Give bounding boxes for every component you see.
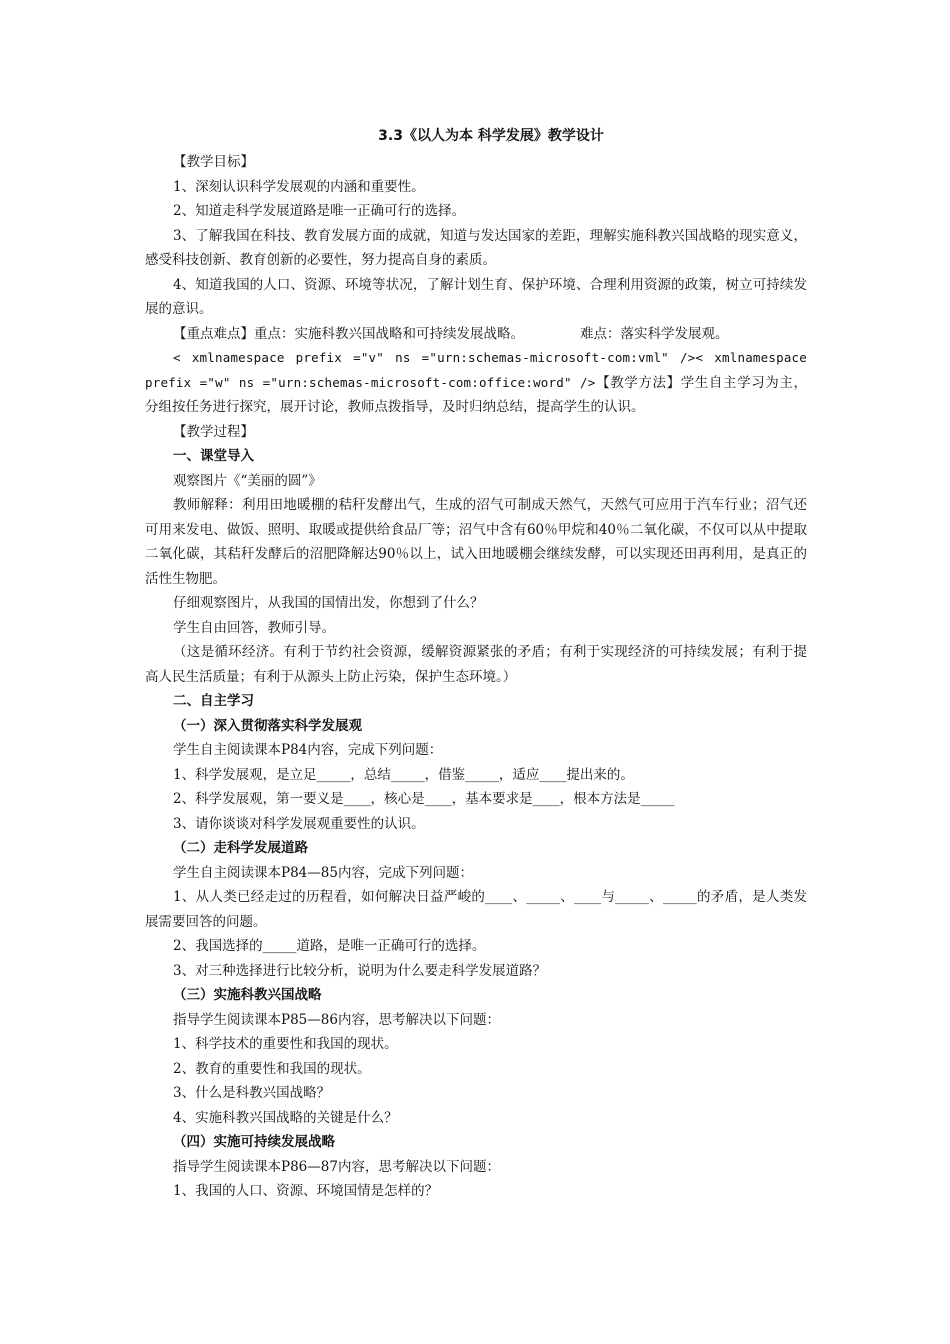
subsection-heading: （三）实施科教兴国战略	[173, 987, 322, 1003]
question-line: 2、教育的重要性和我国的现状。	[173, 1060, 371, 1077]
paragraph: 观察图片《“美丽的圆”》	[173, 472, 322, 489]
question-line: 2、我国选择的_____道路，是唯一正确可行的选择。	[173, 938, 486, 954]
paragraph: （这是循环经济。有利于节约社会资源，缓解资源紧张的矛盾；有利于实现经济的可持续发展；有利于提高人民生活质量；有利于从源头上防止污染，保护生态环境。）	[145, 644, 807, 685]
question-line: 1、科学发展观，是立足_____，总结_____，借鉴_____，适应____提出来的。	[173, 766, 634, 783]
process-heading: 【教学过程】	[173, 423, 254, 440]
question-line: 3、什么是科教兴国战略？	[173, 1085, 331, 1101]
question-line: 4、实施科教兴国战略的关键是什么？	[173, 1109, 398, 1126]
method-text: 【教学方法】学生自主学习为主，分组按任务进行探究，展开讨论，教师点拨指导，及时归纳总结，提高学生的认识。	[145, 374, 808, 415]
objectives-heading: 【教学目标】	[173, 154, 254, 170]
paragraph: 指导学生阅读课本P85—86内容，思考解决以下问题：	[173, 1011, 500, 1028]
objective-item: 1、深刻认识科学发展观的内涵和重要性。	[173, 178, 425, 195]
section-heading: 一、课堂导入	[173, 448, 254, 464]
question-line: 3、对三种选择进行比较分析，说明为什么要走科学发展道路？	[173, 962, 547, 979]
subsection-heading: （四）实施可持续发展战略	[173, 1134, 335, 1150]
objective-item: 3、了解我国在科技、教育发展方面的成就，知道与发达国家的差距，理解实施科教兴国战略的现实意义，感受科技创新、教育创新的必要性，努力提高自身的素质。	[145, 227, 807, 268]
document-body	[145, 122, 807, 1204]
document-title: 3.3《以人为本 科学发展》教学设计	[378, 128, 604, 144]
question-line: 1、我国的人口、资源、环境国情是怎样的？	[173, 1183, 439, 1199]
question-line: 2、科学发展观，第一要义是____，核心是____，基本要求是____，根本方法是_____	[173, 791, 675, 807]
paragraph: 仔细观察图片，从我国的国情出发，你想到了什么？	[173, 595, 484, 611]
question-line: 3、请你谈谈对科学发展观重要性的认识。	[173, 815, 425, 832]
key-difficulty: 难点：落实科学发展观。	[580, 325, 729, 342]
key-points-label: 【重点难点】重点：实施科教兴国战略和可持续发展战略。	[173, 325, 524, 342]
objective-item: 4、知道我国的人口、资源、环境等状况，了解计划生育、保护环境、合理利用资源的政策，树立可持续发展的意识。	[145, 276, 807, 317]
method-paragraph	[145, 346, 807, 420]
section-heading: 二、自主学习	[173, 693, 254, 709]
key-points-line	[145, 322, 807, 347]
paragraph: 学生自主阅读课本P84—85内容，完成下列问题：	[173, 864, 473, 881]
question-line: 1、科学技术的重要性和我国的现状。	[173, 1036, 398, 1052]
paragraph: 教师解释：利用田地暖棚的秸秆发酵出气，生成的沼气可制成天然气，天然气可应用于汽车行业；沼气还可用来发电、做饭、照明、取暖或提供给食品厂等；沼气中含有60％甲烷和40％二氧化碳，不仅可以从中提取二氧化碳，其秸秆发酵后的沼肥降解达90％以上，试入田地暖棚会继续发酵，可以实现还田再利用，是真正的活性生物肥。	[145, 497, 807, 587]
question-line: 1、从人类已经走过的历程看，如何解决日益严峻的____、_____、____与_____、_____的矛盾，是人类发展需要回答的问题。	[145, 889, 807, 930]
xml-namespace-text: < xmlnamespace prefix ="v" ns ="urn:schemas-microsoft-com:vml" />< xmlnamespace prefix ="w" ns ="urn:schemas-microsoft-com:office:word" />	[145, 350, 807, 390]
paragraph: 指导学生阅读课本P86—87内容，思考解决以下问题：	[173, 1158, 500, 1175]
paragraph: 学生自主阅读课本P84内容，完成下列问题：	[173, 742, 443, 758]
subsection-heading: （二）走科学发展道路	[173, 840, 308, 856]
subsection-heading: （一）深入贯彻落实科学发展观	[173, 717, 362, 734]
objective-item: 2、知道走科学发展道路是唯一正确可行的选择。	[173, 203, 466, 219]
paragraph: 学生自由回答，教师引导。	[173, 619, 335, 636]
